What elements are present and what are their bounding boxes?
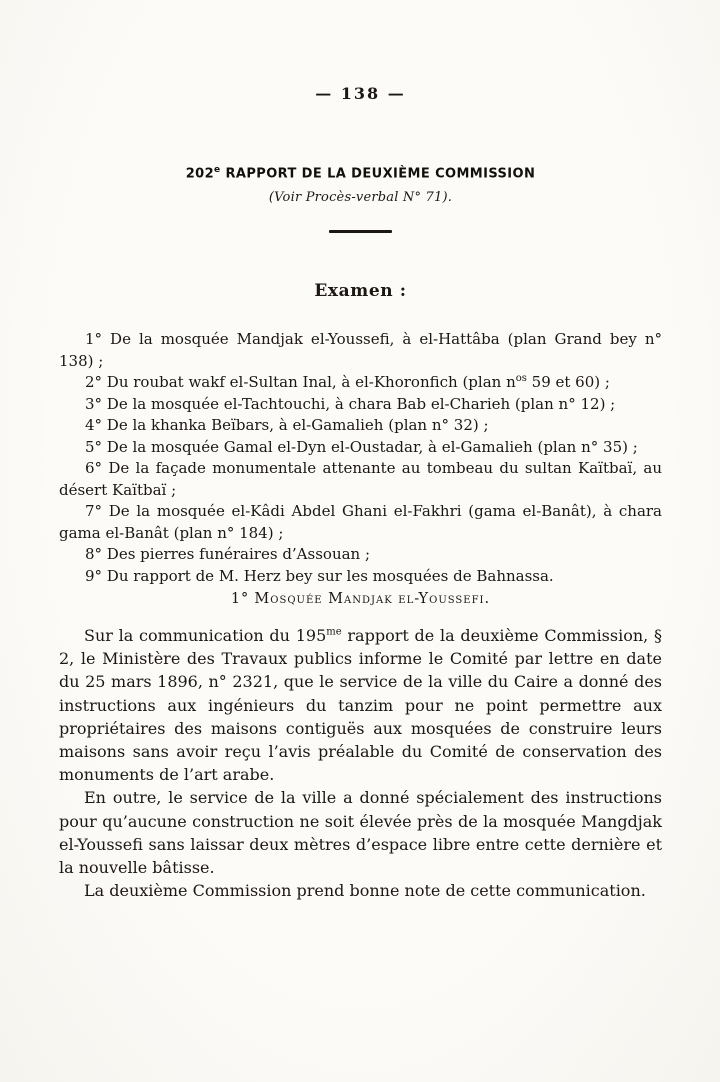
report-title-text: RAPPORT DE LA DEUXIÈME COMMISSION <box>220 166 536 182</box>
paragraph-2: En outre, le service de la ville a donné spécialement des instructions pour qu’aucune construction ne soit élevée près de la mosquée Mangdjak el-Youssefi sans laissar deux mètres d’espace libre entre cette dernière et la nouvelle bâtisse. <box>59 788 662 878</box>
report-number-ordinal: e <box>214 165 221 175</box>
examen-list <box>59 329 662 587</box>
paragraph-3: La deuxième Commission prend bonne note de cette communication. <box>84 881 646 901</box>
section-number: 1° <box>230 591 255 607</box>
report-number: 202 <box>185 166 215 182</box>
examen-heading: Examen : <box>314 281 407 301</box>
examen-item-4: 4° De la khanka Beïbars, à el-Gamalieh (plan n° 32) ; <box>85 416 489 434</box>
report-subtitle: (Voir Procès-verbal N° 71). <box>268 190 453 205</box>
examen-item-7: 7° De la mosquée el-Kâdi Abdel Ghani el-Fakhri (gama el-Banât), à chara gama el-Banât (plan n° 184) ; <box>59 502 662 542</box>
paragraph-1: Sur la communication du $195^{me}$ rapport de la deuxième Commission, § 2, le Ministère des Travaux publics informe le Comité par lettre en date du 25 mars 1896, n° 2321, que le service de la ville du Caire a donné des instructions aux ingénieurs du tanzim pour ne point permettre aux propriétaires des maisons contiguës aux mosquées de construire leurs maisons sans avoir reçu l’avis préalable du Comité de conservation des monuments de l’art arabe. <box>59 626 662 785</box>
examen-item-8: 8° Des pierres funéraires d’Assouan ; <box>85 545 371 563</box>
examen-item-3: 3° De la mosquée el-Tachtouchi, à chara Bab el-Charieh (plan n° 12) ; <box>85 394 616 413</box>
section-title: Mosquée Mandjak el-Youssefi. <box>254 591 491 607</box>
separator-rule <box>329 230 392 233</box>
examen-item-1: 1° De la mosquée Mandjak el-Youssefi, à el-Hattâba (plan Grand bey n° 138) ; <box>59 330 662 370</box>
examen-item-9: 9° Du rapport de M. Herz bey sur les mosquées de Bahnassa. <box>85 566 554 585</box>
section-heading <box>59 591 662 607</box>
examen-item-2: 2° Du roubat wakf el-Sultan Inal, à el-Khoronfich (plan $n^{os}$ 59 et 60) ; <box>85 373 610 391</box>
examen-item-5: 5° De la mosquée Gamal el-Dyn el-Oustadar, à el-Gamalieh (plan n° 35) ; <box>85 437 638 456</box>
page-number: — 138 — <box>315 84 406 103</box>
report-heading <box>59 165 662 181</box>
examen-item-6: 6° De la façade monumentale attenante au tombeau du sultan Kaïtbaï, au désert Kaïtbaï ; <box>59 459 662 499</box>
body-text <box>59 624 662 902</box>
